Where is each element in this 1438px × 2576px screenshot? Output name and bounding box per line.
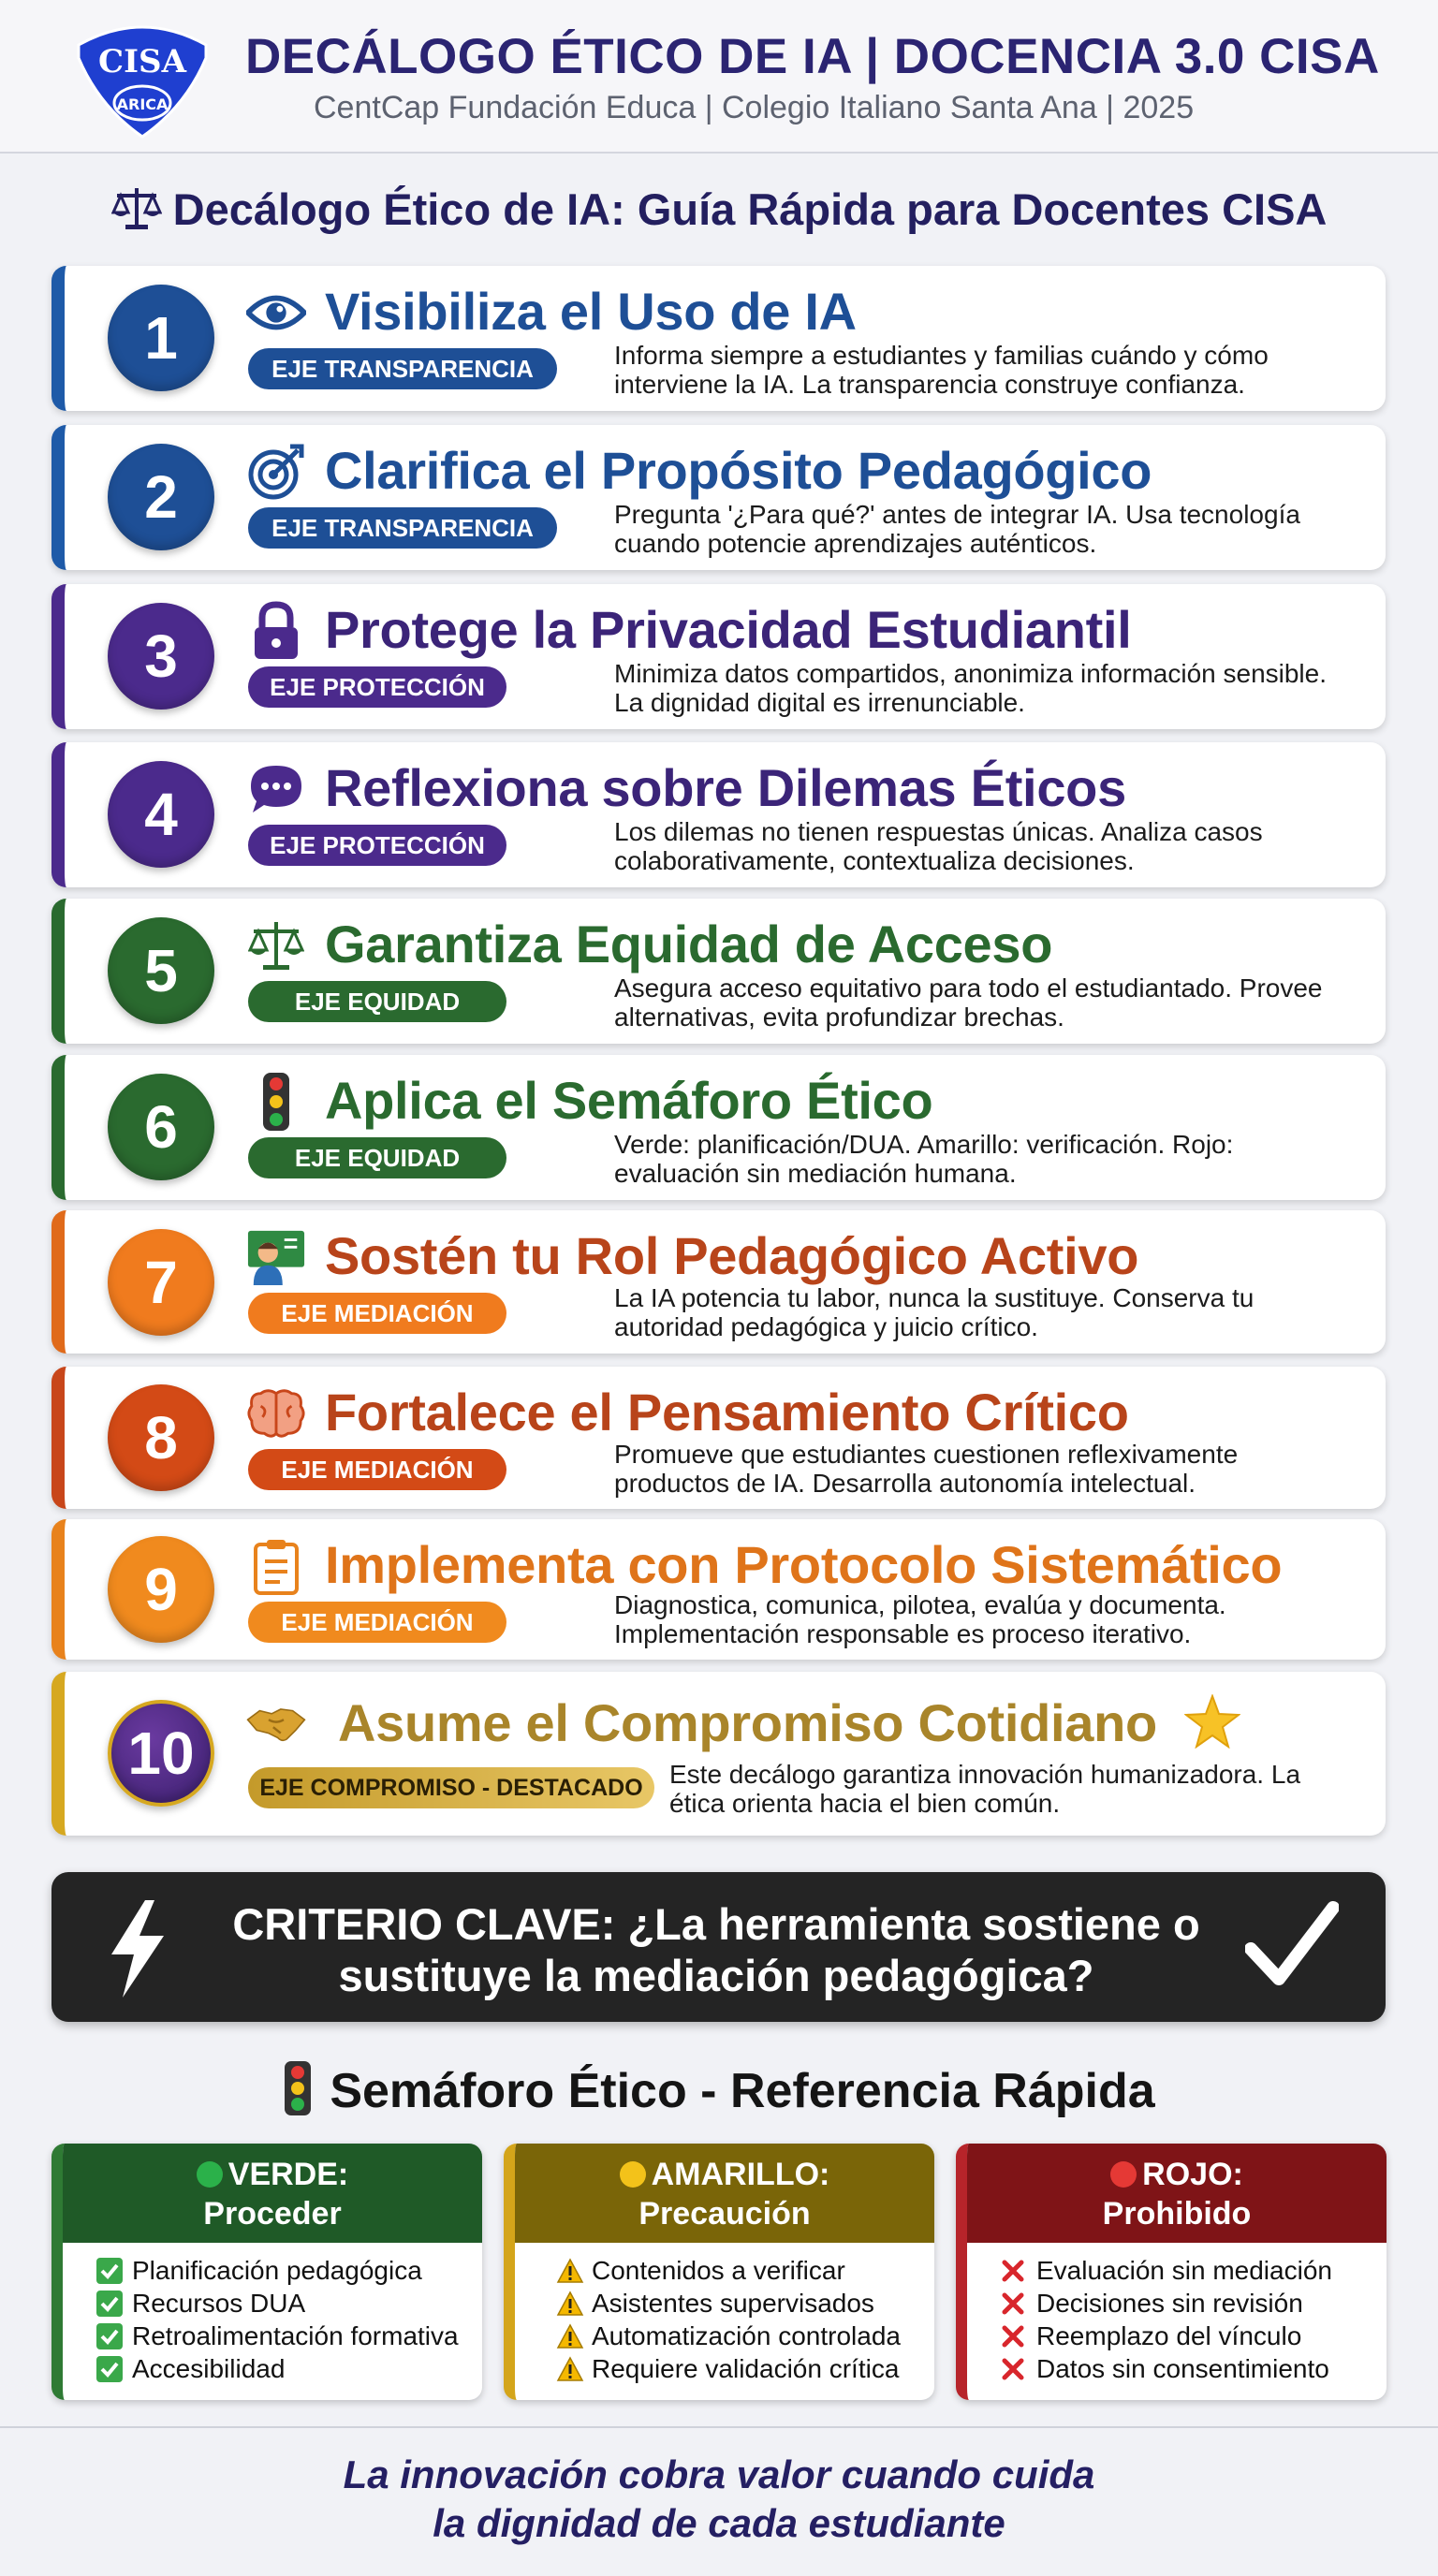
semaforo-red-header: [967, 2144, 1387, 2243]
item-title: Garantiza Equidad de Acceso: [325, 915, 1053, 973]
semaforo-yellow-header: [515, 2144, 934, 2243]
item-badge: EJE PROTECCIÓN: [248, 666, 506, 708]
decalogue-item-7: [51, 1210, 1386, 1354]
item-title: Sostén tu Rol Pedagógico Activo: [325, 1226, 1139, 1285]
semaforo-sublabel: Precaución: [638, 2196, 811, 2232]
item-title: Implementa con Protocolo Sistemático: [325, 1535, 1283, 1594]
list-item: Recursos DUA: [96, 2287, 482, 2320]
item-number: 10: [108, 1700, 214, 1807]
cross-icon: [1001, 2324, 1036, 2349]
item-title: [338, 1692, 1386, 1761]
item-title: Protege la Privacidad Estudiantil: [325, 600, 1132, 659]
item-title: Clarifica el Propósito Pedagógico: [325, 441, 1152, 500]
item-description: Minimiza datos compartidos, anonimiza información sensible. La dignidad digital es irrenunciable.: [614, 659, 1328, 717]
brain-icon: [246, 1383, 306, 1443]
item-number: 9: [108, 1536, 214, 1643]
cross-icon: [1001, 2291, 1036, 2316]
item-description: Los dilemas no tienen respuestas únicas. Analiza casos colaborativamente, contextualiza decisiones.: [614, 817, 1263, 875]
decalogue-item-8: [51, 1367, 1386, 1509]
item-title: Reflexiona sobre Dilemas Éticos: [325, 758, 1126, 817]
semaforo-sublabel: Proceder: [203, 2196, 342, 2232]
item-description: Este decálogo garantiza innovación humanizadora. La ética orienta hacia el bien común.: [669, 1760, 1301, 1818]
page-subtitle: CentCap Fundación Educa | Colegio Italiano Santa Ana | 2025: [314, 90, 1195, 125]
key-criterion-banner: [51, 1872, 1386, 2022]
guide-title: [0, 183, 1438, 242]
item-title: Visibiliza el Uso de IA: [325, 282, 857, 341]
semaforo-label: AMARILLO:: [651, 2157, 830, 2192]
item-badge: EJE TRANSPARENCIA: [248, 507, 557, 549]
star-icon: [1184, 1694, 1240, 1761]
semaforo-title-text: Semáforo Ético - Referencia Rápida: [330, 2064, 1155, 2119]
list-item: Accesibilidad: [96, 2352, 482, 2385]
item-title: Fortalece el Pensamiento Crítico: [325, 1383, 1129, 1442]
item-description: La IA potencia tu labor, nunca la sustituye. Conserva tu autoridad pedagógica y juicio crítico.: [614, 1283, 1255, 1341]
red-dot-icon: [1110, 2161, 1137, 2188]
semaforo-title: [0, 2059, 1438, 2130]
cross-icon: [1001, 2357, 1036, 2381]
list-item: Datos sin consentimiento: [1001, 2352, 1387, 2385]
semaforo-green-box: [51, 2144, 482, 2400]
decalogue-item-1: [51, 266, 1386, 411]
list-item: Planificación pedagógica: [96, 2254, 482, 2287]
decalogue-item-4: [51, 742, 1386, 887]
item-description: Promueve que estudiantes cuestionen reflexivamente productos de IA. Desarrolla autonomía intelectual.: [614, 1440, 1239, 1498]
semaforo-green-list: [63, 2243, 482, 2385]
semaforo-yellow-box: [504, 2144, 934, 2400]
lightning-bolt-icon: [104, 1898, 169, 2004]
semaforo-green-header: [63, 2144, 482, 2243]
item-description: Diagnostica, comunica, pilotea, evalúa y documenta. Implementación responsable es proceso iterativo.: [614, 1590, 1226, 1648]
header: [0, 0, 1438, 154]
list-item: Retroalimentación formativa: [96, 2320, 482, 2352]
clipboard-icon: [246, 1536, 306, 1596]
teacher-icon: [246, 1227, 306, 1287]
item-title: Aplica el Semáforo Ético: [325, 1071, 933, 1130]
semaforo-red-box: [956, 2144, 1387, 2400]
item-badge: EJE EQUIDAD: [248, 981, 506, 1022]
item-badge: EJE MEDIACIÓN: [248, 1449, 506, 1490]
item-number: 1: [108, 285, 214, 391]
decalogue-item-6: [51, 1055, 1386, 1200]
item-number: 5: [108, 917, 214, 1024]
check-icon: [96, 2356, 132, 2382]
item-badge: EJE MEDIACIÓN: [248, 1602, 506, 1643]
key-criterion-text: CRITERIO CLAVE: ¿La herramienta sostiene o sustituye la mediación pedagógica?: [232, 1899, 1200, 2000]
warning-icon: [556, 2258, 592, 2284]
green-dot-icon: [197, 2161, 223, 2188]
traffic-light-icon: [246, 1072, 306, 1132]
footer-line-2: la dignidad de cada estudiante: [433, 2501, 1005, 2545]
target-icon: [246, 442, 306, 502]
list-item: Requiere validación crítica: [556, 2352, 934, 2385]
cisa-logo: [73, 17, 212, 139]
lock-icon: [246, 601, 306, 661]
item-number: 2: [108, 444, 214, 550]
semaforo-red-list: [967, 2243, 1387, 2385]
item-description: Pregunta '¿Para qué?' antes de integrar IA. Usa tecnología cuando potencie aprendizajes auténticos.: [614, 500, 1300, 558]
handshake-icon: [246, 1694, 306, 1754]
scale-icon: [246, 915, 306, 975]
cross-icon: [1001, 2259, 1036, 2283]
list-item: Contenidos a verificar: [556, 2254, 934, 2287]
warning-icon: [556, 2356, 592, 2382]
list-item: Automatización controlada: [556, 2320, 934, 2352]
item-number: 8: [108, 1384, 214, 1491]
list-item: Decisiones sin revisión: [1001, 2287, 1387, 2320]
footer-line-1: La innovación cobra valor cuando cuida: [343, 2452, 1095, 2496]
list-item: Reemplazo del vínculo: [1001, 2320, 1387, 2352]
speech-bubble-icon: [246, 759, 306, 819]
decalogue-item-10: [51, 1672, 1386, 1836]
semaforo-label: ROJO:: [1142, 2157, 1243, 2192]
guide-title-text: Decálogo Ético de IA: Guía Rápida para Docentes CISA: [172, 184, 1328, 234]
list-item: Evaluación sin mediación: [1001, 2254, 1387, 2287]
logo-subtext: ARICA: [116, 95, 169, 113]
item-badge: EJE MEDIACIÓN: [248, 1293, 506, 1334]
item-number: 3: [108, 603, 214, 710]
item-number: 6: [108, 1074, 214, 1180]
warning-icon: [556, 2291, 592, 2317]
semaforo-sublabel: Prohibido: [1102, 2196, 1252, 2232]
checkmark-icon: [1245, 1900, 1339, 1995]
scale-icon: [111, 184, 162, 242]
footer-divider: [0, 2426, 1438, 2428]
item-number: 4: [108, 761, 214, 868]
item-badge: EJE TRANSPARENCIA: [248, 348, 557, 389]
decalogue-item-5: [51, 899, 1386, 1044]
check-icon: [96, 2291, 132, 2317]
logo-text: CISA: [98, 43, 186, 80]
decalogue-item-9: [51, 1519, 1386, 1660]
page-title: DECÁLOGO ÉTICO DE IA | DOCENCIA 3.0 CISA: [245, 29, 1380, 84]
item-description: Asegura acceso equitativo para todo el estudiantado. Provee alternativas, evita profundizar brechas.: [614, 973, 1323, 1032]
item-badge: EJE EQUIDAD: [248, 1137, 506, 1178]
check-icon: [96, 2258, 132, 2284]
item-title-text: Asume el Compromiso Cotidiano: [338, 1693, 1157, 1752]
semaforo-label: VERDE:: [227, 2157, 349, 2192]
decalogue-item-2: [51, 425, 1386, 570]
semaforo-yellow-list: [515, 2243, 934, 2385]
item-badge: EJE COMPROMISO - DESTACADO: [248, 1767, 654, 1808]
eye-icon: [246, 283, 306, 343]
item-badge: EJE PROTECCIÓN: [248, 825, 506, 866]
list-item: Asistentes supervisados: [556, 2287, 934, 2320]
item-number: 7: [108, 1229, 214, 1336]
item-description: Verde: planificación/DUA. Amarillo: verificación. Rojo: evaluación sin mediación humana.: [614, 1130, 1234, 1188]
footer-tagline: [0, 2451, 1438, 2548]
item-description: Informa siempre a estudiantes y familias cuándo y cómo interviene la IA. La transparencia construye confianza.: [614, 341, 1269, 399]
warning-icon: [556, 2323, 592, 2349]
check-icon: [96, 2323, 132, 2349]
decalogue-item-3: [51, 584, 1386, 729]
yellow-dot-icon: [620, 2161, 646, 2188]
traffic-light-icon: [283, 2059, 313, 2130]
